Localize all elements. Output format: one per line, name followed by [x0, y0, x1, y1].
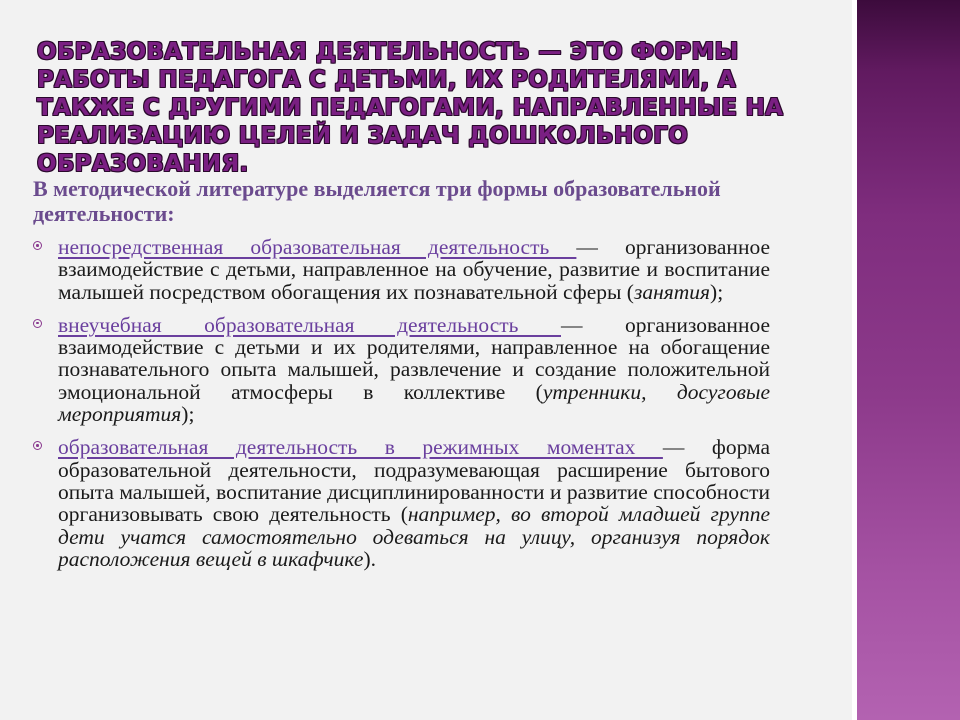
item-description: — организованное взаимодействие с детьми, направленное на обучение, развитие и воспитание малышей посредством обогащения их познавательной сферы ( — [58, 235, 770, 304]
list-item — [33, 314, 770, 425]
slide-title: ОБРАЗОВАТЕЛЬНАЯ ДЕЯТЕЛЬНОСТЬ — ЭТО ФОРМЫ РАБОТЫ ПЕДАГОГА С ДЕТЬМИ, ИХ РОДИТЕЛЯМИ, А ТАКЖЕ С ДРУГИМИ ПЕДАГОГАМИ, НАПРАВЛЕННЫЕ НА РЕАЛИЗАЦИЮ ЦЕЛЕЙ И ЗАДАЧ ДОШКОЛЬНОГО ОБРАЗОВАНИЯ. — [37, 39, 784, 177]
intro-text: В методической литературе выделяется три формы образовательной деятельности: — [33, 176, 721, 226]
item-ending: ); — [181, 402, 195, 427]
circle-dot-bullet-icon — [33, 319, 42, 328]
term-link[interactable]: образовательная деятельность в режимных моментах — [58, 435, 663, 460]
item-example: занятия — [633, 279, 711, 304]
decorative-sidebar — [857, 0, 960, 720]
list-item — [33, 236, 770, 303]
item-description: — форма образовательной деятельности, подразумевающая расширение бытового опыта малышей, воспитание дисциплинированности и развитие способности организовывать свою деятельность ( — [58, 435, 771, 527]
term-link[interactable]: непосредственная образовательная деятельность — [58, 235, 577, 259]
item-example: утренники, досуговые мероприятия — [58, 379, 770, 427]
item-ending: ). — [363, 546, 377, 571]
item-description: — организованное взаимодействие с детьми и их родителями, направленное на обогащение познавательного опыта малышей, развлечение и создание положительной эмоциональной атмосферы в коллективе ( — [58, 312, 771, 404]
item-example: например, во второй младшей группе дети учатся самостоятельно одеваться на улицу, организуя порядок расположения вещей в шкафчике — [58, 502, 770, 571]
forms-list — [33, 236, 770, 581]
item-ending: ); — [710, 279, 724, 304]
term-link[interactable]: внеучебная образовательная деятельность — [58, 312, 561, 337]
list-item — [33, 436, 770, 570]
circle-dot-bullet-icon — [33, 441, 42, 450]
circle-dot-bullet-icon — [33, 241, 42, 250]
